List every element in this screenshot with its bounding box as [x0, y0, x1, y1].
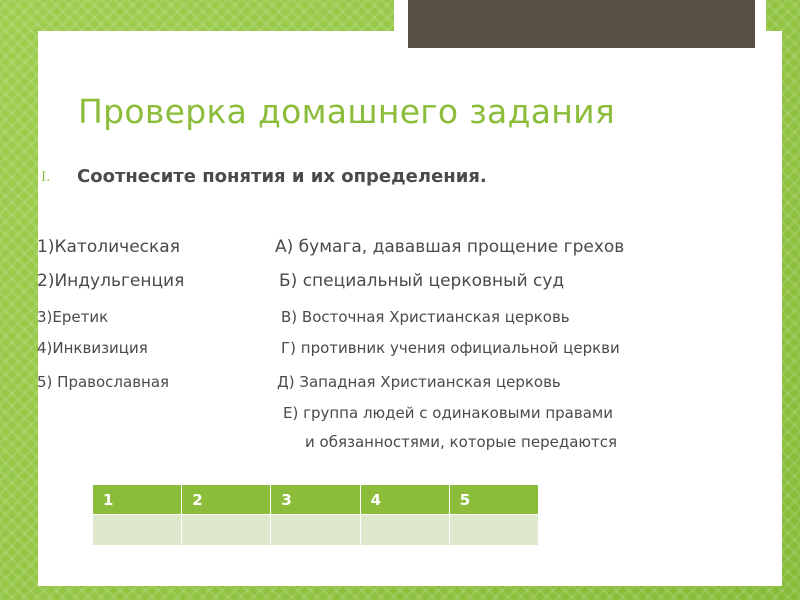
answer-table: [92, 484, 539, 546]
answer-cell: [93, 515, 182, 546]
answer-table-header-cell: 2: [182, 485, 271, 515]
answer-table-header-cell: 1: [93, 485, 182, 515]
definition-e: Е) группа людей с одинаковыми правами: [283, 404, 613, 422]
instruction-text: Соотнесите понятия и их определения.: [77, 166, 487, 187]
definition-b: Б) специальный церковный суд: [279, 271, 565, 291]
corner-decoration-box: [408, 0, 755, 48]
list-number: I.: [41, 170, 51, 185]
definition-d: Д) Западная Христианская церковь: [277, 373, 561, 391]
answer-table-header-cell: 3: [271, 485, 360, 515]
answer-cell: [182, 515, 271, 546]
term-2: 2)Индульгенция: [37, 271, 185, 291]
term-3: 3)Еретик: [37, 308, 109, 326]
answer-cell: [271, 515, 360, 546]
definition-a: А) бумага, дававшая прощение грехов: [275, 237, 625, 257]
term-5: 5) Православная: [37, 373, 170, 391]
term-4: 4)Инквизиция: [37, 339, 148, 357]
term-1: 1)Католическая: [37, 237, 180, 257]
answer-table-header-row: [93, 485, 539, 515]
definition-g: Г) противник учения официальной церкви: [281, 339, 620, 357]
answer-cell: [449, 515, 538, 546]
definition-v: В) Восточная Христианская церковь: [281, 308, 570, 326]
corner-decoration-frame: [394, 0, 766, 61]
answer-table-header-cell: 5: [449, 485, 538, 515]
answer-table-header-cell: 4: [360, 485, 449, 515]
definition-e-continued: и обязанностями, которые передаются: [305, 433, 618, 451]
answer-table-row: [93, 515, 539, 546]
slide-title: Проверка домашнего задания: [78, 92, 615, 131]
answer-cell: [360, 515, 449, 546]
